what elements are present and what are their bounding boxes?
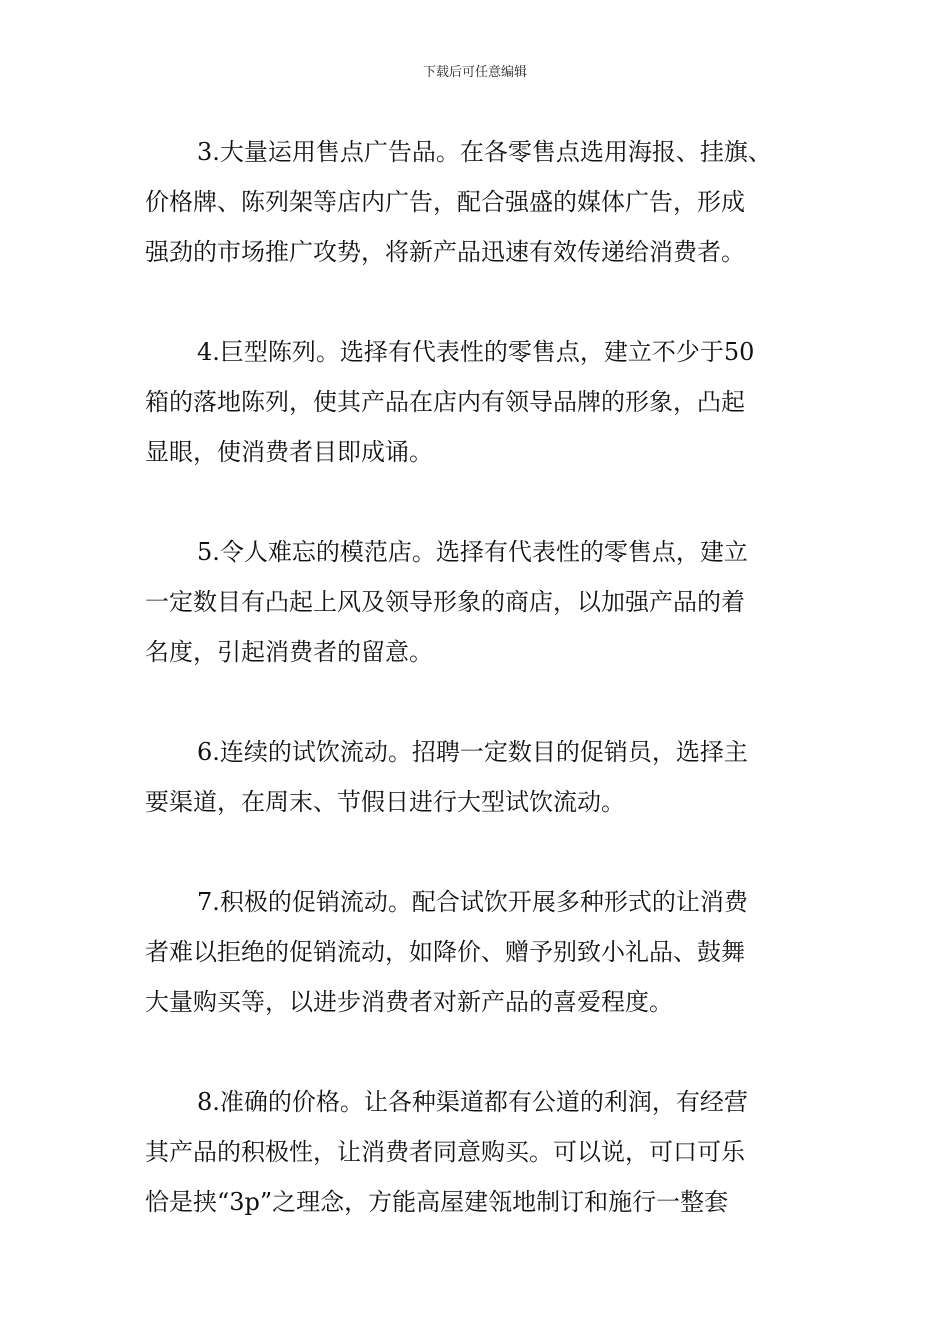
paragraph-8 <box>145 1077 810 1227</box>
paragraph-4 <box>145 327 810 477</box>
paragraph-line: 恰是挟“3p”之理念，方能高屋建瓴地制订和施行一整套 <box>145 1188 729 1216</box>
paragraph-line: 3.大量运用售点广告品。在各零售点选用海报、挂旗、 <box>197 138 772 166</box>
paragraph-line: 要渠道，在周末、节假日进行大型试饮流动。 <box>145 788 625 816</box>
paragraph-line: 者难以拒绝的促销流动，如降价、赠予别致小礼品、鼓舞 <box>145 938 745 966</box>
paragraph-line: 7.积极的促销流动。配合试饮开展多种形式的让消费 <box>197 888 748 916</box>
paragraph-line: 6.连续的试饮流动。招聘一定数目的促销员，选择主 <box>197 738 748 766</box>
paragraph-line: 价格牌、陈列架等店内广告，配合强盛的媒体广告，形成 <box>145 188 745 216</box>
paragraph-line: 箱的落地陈列，使其产品在店内有领导品牌的形象，凸起 <box>145 388 745 416</box>
paragraph-5 <box>145 527 810 677</box>
paragraph-line: 其产品的积极性，让消费者同意购买。可以说，可口可乐 <box>145 1138 745 1166</box>
paragraph-6 <box>145 727 810 827</box>
paragraph-line: 5.令人难忘的模范店。选择有代表性的零售点，建立 <box>197 538 748 566</box>
paragraph-line: 大量购买等，以进步消费者对新产品的喜爱程度。 <box>145 988 673 1016</box>
paragraph-line: 一定数目有凸起上风及领导形象的商店，以加强产品的着 <box>145 588 745 616</box>
paragraph-7 <box>145 877 810 1027</box>
paragraph-line: 名度，引起消费者的留意。 <box>145 638 433 666</box>
document-body <box>145 127 810 1277</box>
paragraph-line: 8.准确的价格。让各种渠道都有公道的利润，有经营 <box>197 1088 748 1116</box>
paragraph-3 <box>145 127 810 277</box>
paragraph-line: 4.巨型陈列。选择有代表性的零售点，建立不少于50 <box>197 338 755 366</box>
page-header: 下载后可任意编辑 <box>422 65 527 80</box>
paragraph-line: 强劲的市场推广攻势，将新产品迅速有效传递给消费者。 <box>145 238 745 266</box>
paragraph-line: 显眼，使消费者目即成诵。 <box>145 438 433 466</box>
